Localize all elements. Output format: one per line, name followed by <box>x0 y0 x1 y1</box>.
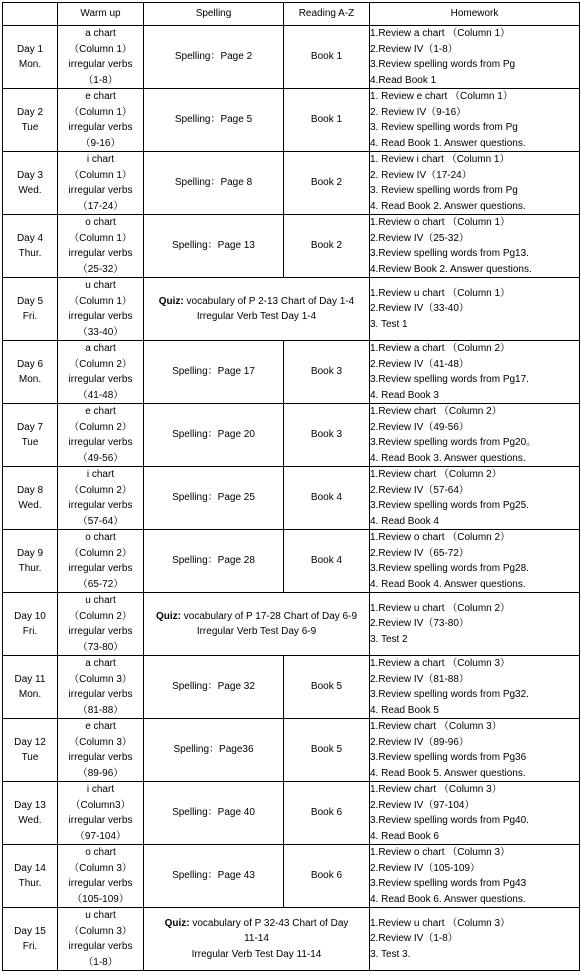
quiz-text: vocabulary of P 32-43 Chart of Day <box>192 917 349 929</box>
warmup-line: irregular verbs <box>68 248 133 259</box>
homework-cell <box>370 908 580 971</box>
homework-line: 2.Review IV（25-32） <box>370 232 469 244</box>
warmup-line: （9-16） <box>80 137 121 149</box>
reading-cell: Book 2 <box>284 152 370 215</box>
warmup-cell <box>58 908 144 971</box>
day-label: Day 11 <box>14 673 46 685</box>
warmup-line: e chart <box>85 91 116 102</box>
day-cell <box>3 215 58 278</box>
homework-line: 4. Read Book 5 <box>370 704 439 716</box>
warmup-line: （49-56） <box>77 452 124 464</box>
homework-line: 4.Read Book 1 <box>370 74 437 86</box>
reading-cell: Book 3 <box>284 404 370 467</box>
warmup-line: irregular verbs <box>68 437 133 448</box>
day-label: Mon. <box>18 59 42 70</box>
day-label: Mon. <box>18 374 42 385</box>
warmup-cell <box>58 530 144 593</box>
warmup-line: irregular verbs <box>68 122 133 133</box>
homework-line: 2.Review IV（49-56） <box>370 421 469 433</box>
day-label: Day 2 <box>16 106 44 118</box>
day-cell <box>3 404 58 467</box>
warmup-line: u chart <box>85 595 116 606</box>
day-cell <box>3 719 58 782</box>
day-label: Thur. <box>18 248 42 259</box>
reading-cell: Book 1 <box>284 26 370 89</box>
spelling-cell: Spelling：Page36 <box>144 719 284 782</box>
day-label: Day 13 <box>14 799 46 811</box>
homework-line: 1.Review u chart （Column 1） <box>370 287 511 299</box>
warmup-line: （97-104） <box>74 830 127 842</box>
quiz-cell <box>144 278 370 341</box>
homework-line: 4. Read Book 5. Answer questions. <box>370 767 526 779</box>
homework-line: 3.Review spelling words from Pg20。 <box>370 437 537 448</box>
day-label: Thur. <box>18 878 42 889</box>
schedule-table <box>2 2 580 971</box>
day-label: Fri. <box>22 311 38 322</box>
spelling-cell: Spelling：Page 13 <box>144 215 284 278</box>
homework-cell <box>370 26 580 89</box>
table-row <box>3 719 580 782</box>
warmup-line: （105-109） <box>72 893 129 905</box>
homework-line: 2.Review IV（1-8） <box>370 43 458 55</box>
warmup-line: （89-96） <box>77 767 124 779</box>
table-row <box>3 89 580 152</box>
homework-line: 3. Test 1 <box>370 318 408 330</box>
warmup-line: （Column 2） <box>69 610 132 622</box>
spelling-cell: Spelling：Page 32 <box>144 656 284 719</box>
homework-line: 2.Review IV（1-8） <box>370 933 458 945</box>
table-row <box>3 467 580 530</box>
warmup-cell <box>58 404 144 467</box>
spelling-cell: Spelling：Page 17 <box>144 341 284 404</box>
day-label: Tue <box>21 122 39 133</box>
homework-line: 1.Review u chart （Column 2） <box>370 602 511 614</box>
table-row <box>3 152 580 215</box>
warmup-line: irregular verbs <box>68 311 133 322</box>
homework-line: 1.Review a chart （Column 2） <box>370 343 511 354</box>
header-warmup: Warm up <box>58 3 144 26</box>
homework-line: 4. Read Book 3. Answer questions. <box>370 452 526 464</box>
homework-line: 4. Read Book 2. Answer questions. <box>370 200 526 212</box>
homework-line: 3. Test 3. <box>370 948 411 960</box>
warmup-cell <box>58 719 144 782</box>
warmup-line: e chart <box>85 406 116 417</box>
warmup-line: irregular verbs <box>68 752 133 763</box>
spelling-cell: Spelling：Page 2 <box>144 26 284 89</box>
day-label: Mon. <box>18 689 42 700</box>
quiz-label: Quiz: <box>155 610 181 622</box>
warmup-line: irregular verbs <box>68 374 133 385</box>
warmup-cell <box>58 152 144 215</box>
day-cell <box>3 278 58 341</box>
homework-line: 3.Review spelling words from Pg <box>370 59 516 70</box>
homework-line: 1.Review o chart （Column 2） <box>370 532 511 543</box>
homework-line: 3. Review spelling words from Pg <box>370 122 518 133</box>
homework-line: 3. Review spelling words from Pg <box>370 185 518 196</box>
homework-line: 3.Review spelling words from Pg43 <box>370 878 527 889</box>
homework-line: 3.Review spelling words from Pg32. <box>370 689 529 700</box>
warmup-line: （1-8） <box>83 956 118 968</box>
warmup-line: （Column 1） <box>69 295 132 307</box>
warmup-line: a chart <box>85 28 116 39</box>
homework-line: 1.Review a chart （Column 3） <box>370 658 511 669</box>
homework-line: 4. Read Book 1. Answer questions. <box>370 137 526 149</box>
day-label: Day 3 <box>16 169 44 181</box>
table-row <box>3 530 580 593</box>
header-homework: Homework <box>370 3 580 26</box>
day-label: Day 9 <box>16 547 44 559</box>
day-cell <box>3 593 58 656</box>
homework-line: 2.Review IV（65-72） <box>370 547 469 559</box>
warmup-line: irregular verbs <box>68 626 133 637</box>
day-cell <box>3 152 58 215</box>
homework-line: 2. Review IV（17-24） <box>370 169 472 181</box>
schedule-body <box>3 26 580 971</box>
homework-line: 2.Review IV（105-109） <box>370 862 481 874</box>
homework-cell <box>370 89 580 152</box>
warmup-line: （81-88） <box>77 704 124 716</box>
quiz-text: vocabulary of P 2-13 Chart of Day 1-4 <box>186 295 355 307</box>
header-day <box>3 3 58 26</box>
day-cell <box>3 26 58 89</box>
warmup-line: irregular verbs <box>68 815 133 826</box>
homework-cell <box>370 467 580 530</box>
warmup-cell <box>58 593 144 656</box>
warmup-line: irregular verbs <box>68 689 133 700</box>
warmup-line: o chart <box>85 217 116 228</box>
table-row <box>3 26 580 89</box>
homework-line: 2.Review IV（97-104） <box>370 799 475 811</box>
warmup-line: （Column 2） <box>69 421 132 433</box>
reading-cell: Book 2 <box>284 215 370 278</box>
warmup-line: irregular verbs <box>68 59 133 70</box>
table-row <box>3 278 580 341</box>
day-label: Wed. <box>18 185 42 196</box>
warmup-line: （Column 2） <box>69 358 132 370</box>
spelling-cell: Spelling：Page 28 <box>144 530 284 593</box>
day-label: Fri. <box>22 941 38 952</box>
homework-line: 4. Read Book 6 <box>370 830 439 842</box>
spelling-cell: Spelling：Page 25 <box>144 467 284 530</box>
quiz-first-line <box>146 609 367 625</box>
homework-line: 3.Review spelling words from Pg25. <box>370 500 529 511</box>
table-row <box>3 845 580 908</box>
homework-line: 1.Review chart （Column 3） <box>370 721 502 732</box>
day-cell <box>3 782 58 845</box>
reading-cell: Book 5 <box>284 719 370 782</box>
homework-cell <box>370 278 580 341</box>
spelling-cell: Spelling：Page 43 <box>144 845 284 908</box>
warmup-line: i chart <box>86 784 115 795</box>
header-spelling: Spelling <box>144 3 284 26</box>
warmup-line: （Column3） <box>70 799 131 811</box>
homework-line: 3. Test 2 <box>370 633 408 645</box>
day-label: Day 15 <box>14 925 46 937</box>
day-label: Day 5 <box>16 295 44 307</box>
homework-cell <box>370 719 580 782</box>
homework-cell <box>370 341 580 404</box>
homework-line: 2.Review IV（89-96） <box>370 736 469 748</box>
homework-cell <box>370 845 580 908</box>
quiz-label: Quiz: <box>164 917 190 929</box>
spelling-cell: Spelling：Page 8 <box>144 152 284 215</box>
warmup-line: e chart <box>85 721 116 732</box>
table-row <box>3 341 580 404</box>
homework-cell <box>370 530 580 593</box>
homework-line: 1.Review o chart （Column 3） <box>370 847 511 858</box>
warmup-cell <box>58 782 144 845</box>
homework-line: 1.Review chart （Column 2） <box>370 469 502 480</box>
homework-line: 2.Review IV（33-40） <box>370 303 469 315</box>
table-row <box>3 404 580 467</box>
warmup-line: （41-48） <box>77 389 124 401</box>
reading-cell: Book 4 <box>284 467 370 530</box>
quiz-text: Irregular Verb Test Day 1-4 <box>196 311 317 322</box>
day-cell <box>3 656 58 719</box>
homework-cell <box>370 656 580 719</box>
warmup-line: （17-24） <box>77 200 124 212</box>
homework-line: 3.Review spelling words from Pg17. <box>370 374 529 385</box>
homework-line: 4. Read Book 4. Answer questions. <box>370 578 526 590</box>
warmup-line: a chart <box>85 343 116 354</box>
day-cell <box>3 908 58 971</box>
warmup-line: （Column 2） <box>69 547 132 559</box>
quiz-text: vocabulary of P 17-28 Chart of Day 6-9 <box>183 610 358 622</box>
day-label: Day 10 <box>14 610 46 622</box>
day-label: Wed. <box>18 815 42 826</box>
warmup-line: i chart <box>86 469 115 480</box>
spelling-cell: Spelling：Page 40 <box>144 782 284 845</box>
warmup-line: （57-64） <box>77 515 124 527</box>
day-label: Day 7 <box>16 421 44 433</box>
homework-line: 2.Review IV（81-88） <box>370 673 469 685</box>
day-label: Day 1 <box>16 43 44 55</box>
reading-cell: Book 4 <box>284 530 370 593</box>
table-row <box>3 215 580 278</box>
warmup-line: irregular verbs <box>68 563 133 574</box>
warmup-cell <box>58 845 144 908</box>
homework-cell <box>370 404 580 467</box>
reading-cell: Book 5 <box>284 656 370 719</box>
day-label: Thur. <box>18 563 42 574</box>
warmup-line: （Column 1） <box>69 106 132 118</box>
homework-cell <box>370 215 580 278</box>
reading-cell: Book 1 <box>284 89 370 152</box>
warmup-line: irregular verbs <box>68 185 133 196</box>
quiz-text: 11-14 <box>244 933 269 945</box>
warmup-line: i chart <box>86 154 115 165</box>
homework-line: 4. Read Book 3 <box>370 389 439 401</box>
reading-cell: Book 6 <box>284 782 370 845</box>
reading-cell: Book 6 <box>284 845 370 908</box>
homework-line: 2.Review IV（41-48） <box>370 358 469 370</box>
warmup-line: irregular verbs <box>68 941 133 952</box>
homework-line: 3.Review spelling words from Pg40. <box>370 815 529 826</box>
warmup-line: （Column 3） <box>69 862 132 874</box>
quiz-text: Irregular Verb Test Day 11-14 <box>191 948 322 960</box>
day-label: Tue <box>21 752 39 763</box>
header-row <box>3 3 580 26</box>
warmup-line: （65-72） <box>77 578 124 590</box>
warmup-line: （25-32） <box>77 263 124 275</box>
warmup-line: o chart <box>85 847 116 858</box>
homework-line: 1. Review i chart （Column 1） <box>370 154 510 165</box>
homework-cell <box>370 782 580 845</box>
warmup-line: （Column 2） <box>69 484 132 496</box>
homework-line: 4. Read Book 4 <box>370 515 439 527</box>
warmup-line: u chart <box>85 280 116 291</box>
homework-line: 4.Review Book 2. Answer questions. <box>370 263 532 275</box>
warmup-line: （73-80） <box>77 641 124 653</box>
day-cell <box>3 341 58 404</box>
homework-line: 1. Review e chart （Column 1） <box>370 91 513 102</box>
warmup-cell <box>58 89 144 152</box>
header-reading: Reading A-Z <box>284 3 370 26</box>
quiz-label: Quiz: <box>158 295 184 307</box>
day-label: Day 6 <box>16 358 44 370</box>
homework-line: 2.Review IV（73-80） <box>370 618 469 630</box>
quiz-text: Irregular Verb Test Day 6-9 <box>196 626 317 637</box>
day-cell <box>3 530 58 593</box>
warmup-cell <box>58 278 144 341</box>
spelling-cell: Spelling：Page 5 <box>144 89 284 152</box>
homework-line: 2. Review IV（9-16） <box>370 106 467 118</box>
homework-line: 3.Review spelling words from Pg36 <box>370 752 527 763</box>
homework-line: 3.Review spelling words from Pg13. <box>370 248 529 259</box>
homework-line: 1.Review chart （Column 2） <box>370 406 502 417</box>
warmup-line: u chart <box>85 910 116 921</box>
day-cell <box>3 89 58 152</box>
warmup-line: （Column 1） <box>69 169 132 181</box>
homework-line: 3.Review spelling words from Pg28. <box>370 563 529 574</box>
homework-line: 1.Review a chart （Column 1） <box>370 28 511 39</box>
warmup-line: （Column 1） <box>69 232 132 244</box>
table-row <box>3 593 580 656</box>
day-label: Day 12 <box>14 736 46 748</box>
day-label: Day 14 <box>14 862 46 874</box>
reading-cell: Book 3 <box>284 341 370 404</box>
table-row <box>3 782 580 845</box>
homework-line: 1.Review o chart （Column 1） <box>370 217 511 228</box>
homework-cell <box>370 152 580 215</box>
day-cell <box>3 467 58 530</box>
table-row <box>3 656 580 719</box>
homework-line: 4. Read Book 6. Answer questions. <box>370 893 526 905</box>
warmup-line: irregular verbs <box>68 878 133 889</box>
spelling-cell: Spelling：Page 20 <box>144 404 284 467</box>
warmup-cell <box>58 656 144 719</box>
quiz-cell <box>144 908 370 971</box>
day-label: Tue <box>21 437 39 448</box>
quiz-first-line <box>146 294 367 310</box>
day-label: Day 8 <box>16 484 44 496</box>
homework-line: 1.Review u chart （Column 3） <box>370 917 511 929</box>
quiz-first-line <box>146 916 367 932</box>
table-row <box>3 908 580 971</box>
warmup-line: （Column 1） <box>69 43 132 55</box>
day-cell <box>3 845 58 908</box>
warmup-cell <box>58 215 144 278</box>
warmup-cell <box>58 26 144 89</box>
homework-line: 2.Review IV（57-64） <box>370 484 469 496</box>
day-label: Fri. <box>22 626 38 637</box>
warmup-line: （Column 3） <box>69 673 132 685</box>
day-label: Day 4 <box>16 232 44 244</box>
warmup-cell <box>58 467 144 530</box>
day-label: Wed. <box>18 500 42 511</box>
quiz-cell <box>144 593 370 656</box>
warmup-line: a chart <box>85 658 116 669</box>
homework-cell <box>370 593 580 656</box>
warmup-line: （Column 3） <box>69 925 132 937</box>
warmup-cell <box>58 341 144 404</box>
warmup-line: （Column 3） <box>69 736 132 748</box>
warmup-line: o chart <box>85 532 116 543</box>
warmup-line: irregular verbs <box>68 500 133 511</box>
warmup-line: （1-8） <box>83 74 118 86</box>
homework-line: 1.Review chart （Column 3） <box>370 784 502 795</box>
warmup-line: （33-40） <box>77 326 124 338</box>
